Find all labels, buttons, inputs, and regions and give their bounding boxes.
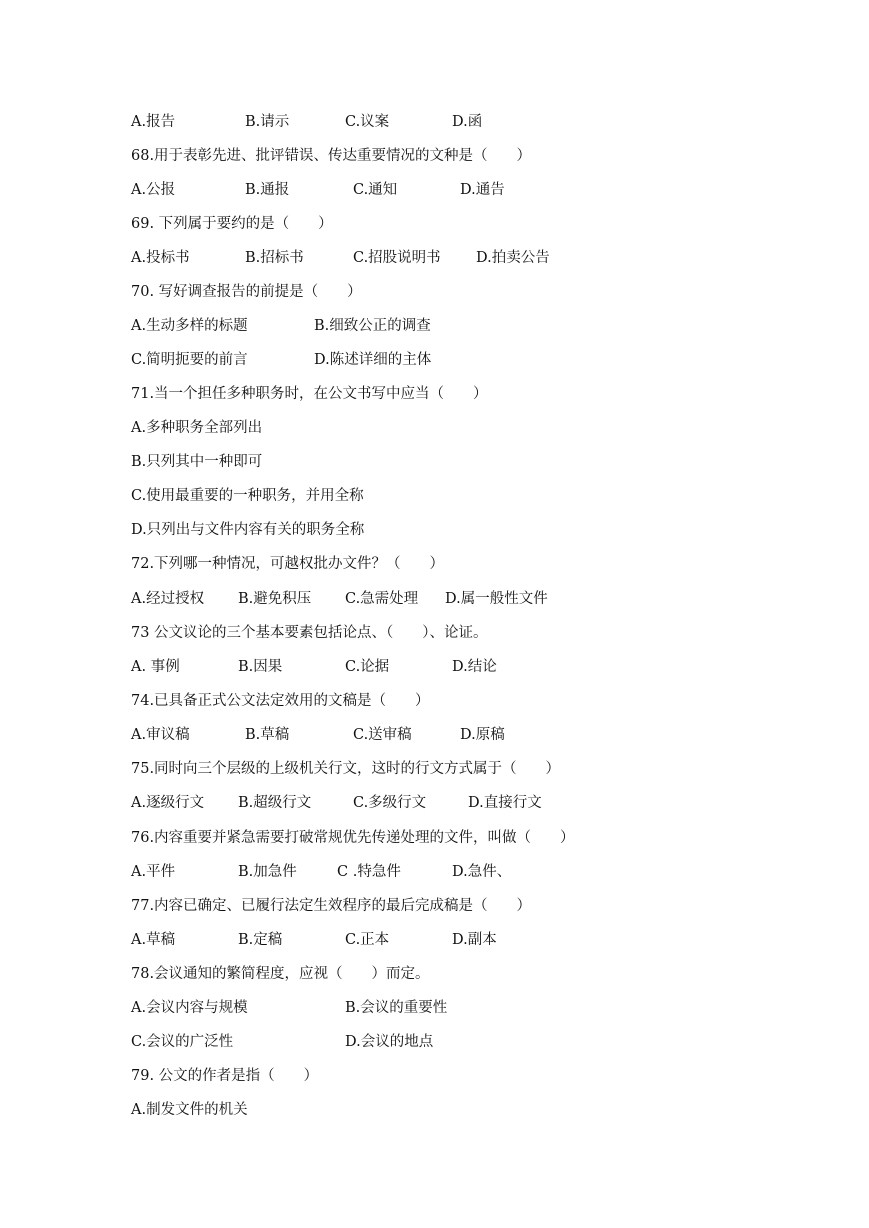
option-a: A.公报 [131, 182, 176, 198]
option-b: B.通报 [245, 182, 290, 198]
option-b: B.加急件 [238, 864, 297, 880]
option-a: A.生动多样的标题 [131, 318, 248, 334]
option-a: A. 事例 [131, 659, 180, 675]
option-a: A.审议稿 [131, 727, 190, 743]
option-c: C.通知 [353, 182, 398, 198]
question-71: 71.当一个担任多种职务时，在公文书写中应当（ ） [131, 386, 488, 402]
option-a: A.草稿 [131, 932, 176, 948]
option-a: A.平件 [131, 864, 176, 880]
question-73: 73 公文议论的三个基本要素包括论点、（ ）、论证。 [131, 625, 488, 641]
question-77: 77.内容已确定、已履行法定生效程序的最后完成稿是（ ） [131, 898, 532, 914]
option-a: A.经过授权 [131, 591, 205, 607]
option-b: B.定稿 [238, 932, 283, 948]
question-79: 79. 公文的作者是指（ ） [131, 1068, 319, 1084]
option-a: A.制发文件的机关 [131, 1102, 248, 1118]
option-d: D.结论 [452, 659, 497, 675]
question-76: 76.内容重要并紧急需要打破常规优先传递处理的文件，叫做（ ） [131, 830, 575, 846]
option-a: A.会议内容与规模 [131, 1000, 248, 1016]
option-d: D.直接行文 [468, 795, 542, 811]
question-74: 74.已具备正式公文法定效用的文稿是（ ） [131, 693, 430, 709]
option-a: A.逐级行文 [131, 795, 205, 811]
question-75: 75.同时向三个层级的上级机关行文，这时的行文方式属于（ ） [131, 761, 561, 777]
question-72: 72.下列哪一种情况，可越权批办文件？（ ） [131, 556, 445, 572]
option-d: D.会议的地点 [345, 1034, 434, 1050]
option-c: C.正本 [345, 932, 390, 948]
option-c: C.使用最重要的一种职务，并用全称 [131, 488, 364, 504]
question-68: 68.用于表彰先进、批评错误、传达重要情况的文种是（ ） [131, 148, 532, 164]
option-a: A.投标书 [131, 250, 190, 266]
question-78: 78.会议通知的繁简程度，应视（ ）而定。 [131, 966, 430, 982]
option-d: D.拍卖公告 [476, 250, 550, 266]
option-d: D.通告 [460, 182, 505, 198]
option-d: D.急件、 [452, 864, 512, 880]
option-c: C.送审稿 [353, 727, 412, 743]
option-b: B.请示 [245, 114, 290, 130]
option-c: C.会议的广泛性 [131, 1034, 234, 1050]
option-b: B.招标书 [245, 250, 304, 266]
option-c: C.简明扼要的前言 [131, 352, 248, 368]
option-d: D.原稿 [460, 727, 505, 743]
option-c: C.招股说明书 [353, 250, 441, 266]
option-b: B.细致公正的调查 [314, 318, 431, 334]
option-c: C.论据 [345, 659, 390, 675]
question-69: 69. 下列属于要约的是（ ） [131, 216, 333, 232]
option-d: D.属一般性文件 [445, 591, 548, 607]
option-d: D.只列出与文件内容有关的职务全称 [131, 522, 365, 538]
option-b: B.会议的重要性 [345, 1000, 448, 1016]
option-a: A.多种职务全部列出 [131, 420, 263, 436]
question-70: 70. 写好调查报告的前提是（ ） [131, 284, 362, 300]
option-c: C .特急件 [337, 864, 401, 880]
option-c: C.急需处理 [345, 591, 419, 607]
option-b: B.因果 [238, 659, 283, 675]
option-c: C.议案 [345, 114, 390, 130]
option-d: D.副本 [452, 932, 497, 948]
option-d: D.陈述详细的主体 [314, 352, 432, 368]
option-a: A.报告 [131, 114, 176, 130]
option-b: B.草稿 [245, 727, 290, 743]
option-c: C.多级行文 [353, 795, 427, 811]
option-d: D.函 [452, 114, 483, 130]
option-b: B.超级行文 [238, 795, 312, 811]
option-b: B.只列其中一种即可 [131, 454, 263, 470]
option-b: B.避免积压 [238, 591, 312, 607]
